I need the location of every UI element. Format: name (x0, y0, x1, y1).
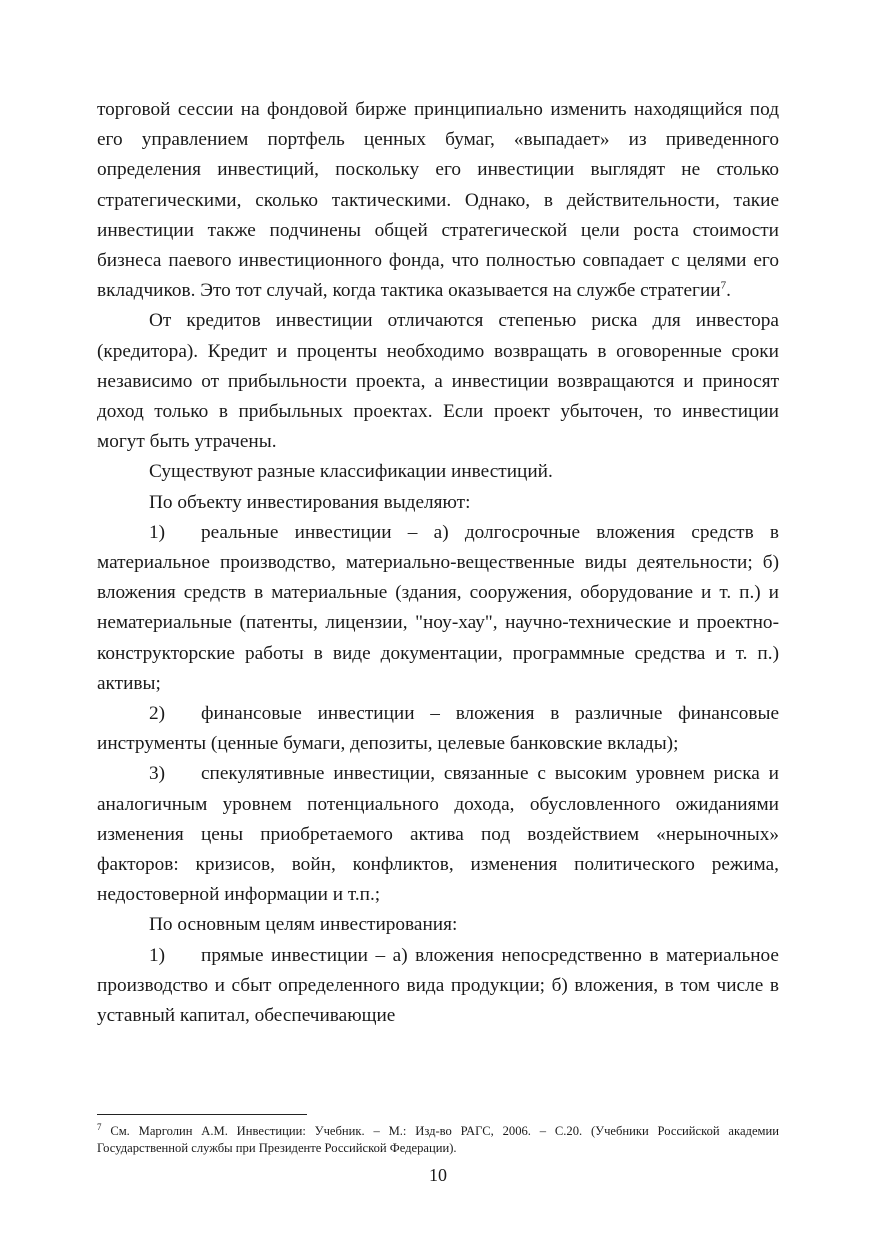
list-item-text: прямые инвестиции – а) вложения непосредственно в материальное производство и сбыт определенного вида продукции; б) вложения, в том числе в уставный капитал, обеспечивающие (97, 944, 779, 1027)
paragraph-continuation: торговой сессии на фондовой бирже принципиально изменить находящийся под его управлением портфель ценных бумаг, «выпадает» из приведенного определения инвестиций, поскольку его инвестиции выглядят не столько стратегическими, сколько тактическими. Однако, в действительности, такие инвестиции также подчинены общей стратегической цели роста стоимости бизнеса паевого инвестиционного фонда, что полностью совпадает с целями его вкладчиков. Это тот случай, когда тактика оказывается на службе стратегии$^7$. (97, 99, 779, 302)
paragraph-text: торговой сессии на фондовой бирже принципиально изменить находящийся под его управлением портфель ценных бумаг, «выпадает» из приведенного определения инвестиций, поскольку его инвестиции выглядят не столько стратегическими, сколько тактическими. Однако, в действительности, такие инвестиции также подчинены общей стратегической цели роста стоимости бизнеса паевого инвестиционного фонда, что полностью совпадает с целями его вкладчиков. Это тот случай, когда тактика оказывается на службе стратегии (97, 99, 779, 302)
list-item-speculative-investments (97, 759, 779, 910)
list-item-text: реальные инвестиции – а) долгосрочные вложения средств в материальное производство, материально-вещественные виды деятельности; б) вложения средств в материальные (здания, сооружения, оборудование и т. п.) и нематериальные (патенты, лицензии, "ноу-хау", научно-технические и проектно-конструкторские работы в виде документации, программные средства и т. п.) активы; (97, 521, 779, 694)
list-item-real-investments (97, 518, 779, 699)
list-item-text: финансовые инвестиции – вложения в различные финансовые инструменты (ценные бумаги, депозиты, целевые банковские вклады); (97, 703, 779, 755)
footnote-reference[interactable]: 7 (720, 279, 727, 292)
footnote-divider (97, 1114, 307, 1115)
list-item-text: спекулятивные инвестиции, связанные с высоким уровнем риска и аналогичным уровнем потенциального дохода, обусловленного ожиданиями изменения цены приобретаемого актива под воздействием «нерыночных» факторов: кризисов, войн, конфликтов, изменения политического режима, недостоверной информации и т.п.; (97, 763, 779, 906)
footnote (97, 1123, 779, 1157)
list-item-financial-investments (97, 699, 779, 759)
list-number: 2) (149, 703, 166, 725)
paragraph-credit-vs-investment: От кредитов инвестиции отличаются степенью риска для инвестора (кредитора). Кредит и проценты необходимо возвращать в оговоренные сроки независимо от прибыльности проекта, а инвестиции возвращаются и приносят доход только в прибыльных проектах. Если проект убыточен, то инвестиции могут быть утрачены. (97, 310, 779, 453)
list-number: 1) (149, 944, 166, 966)
page-number: 10 (429, 1165, 447, 1185)
body-text (97, 95, 779, 1031)
footnote-text: См. Марголин А.М. Инвестиции: Учебник. – М.: Изд-во РАГС, 2006. – С.20. (Учебники Российской академии Государственной службы при Президенте Российской Федерации). (97, 1124, 779, 1155)
list-item-direct-investments (97, 941, 779, 1032)
footnote-number: 7 (97, 1121, 102, 1132)
paragraph-by-object: По объекту инвестирования выделяют: (149, 491, 471, 513)
list-number: 1) (149, 521, 166, 543)
list-number: 3) (149, 763, 166, 785)
paragraph-by-goals: По основным целям инвестирования: (149, 914, 458, 936)
paragraph-classifications: Существуют разные классификации инвестиций. (149, 461, 553, 483)
